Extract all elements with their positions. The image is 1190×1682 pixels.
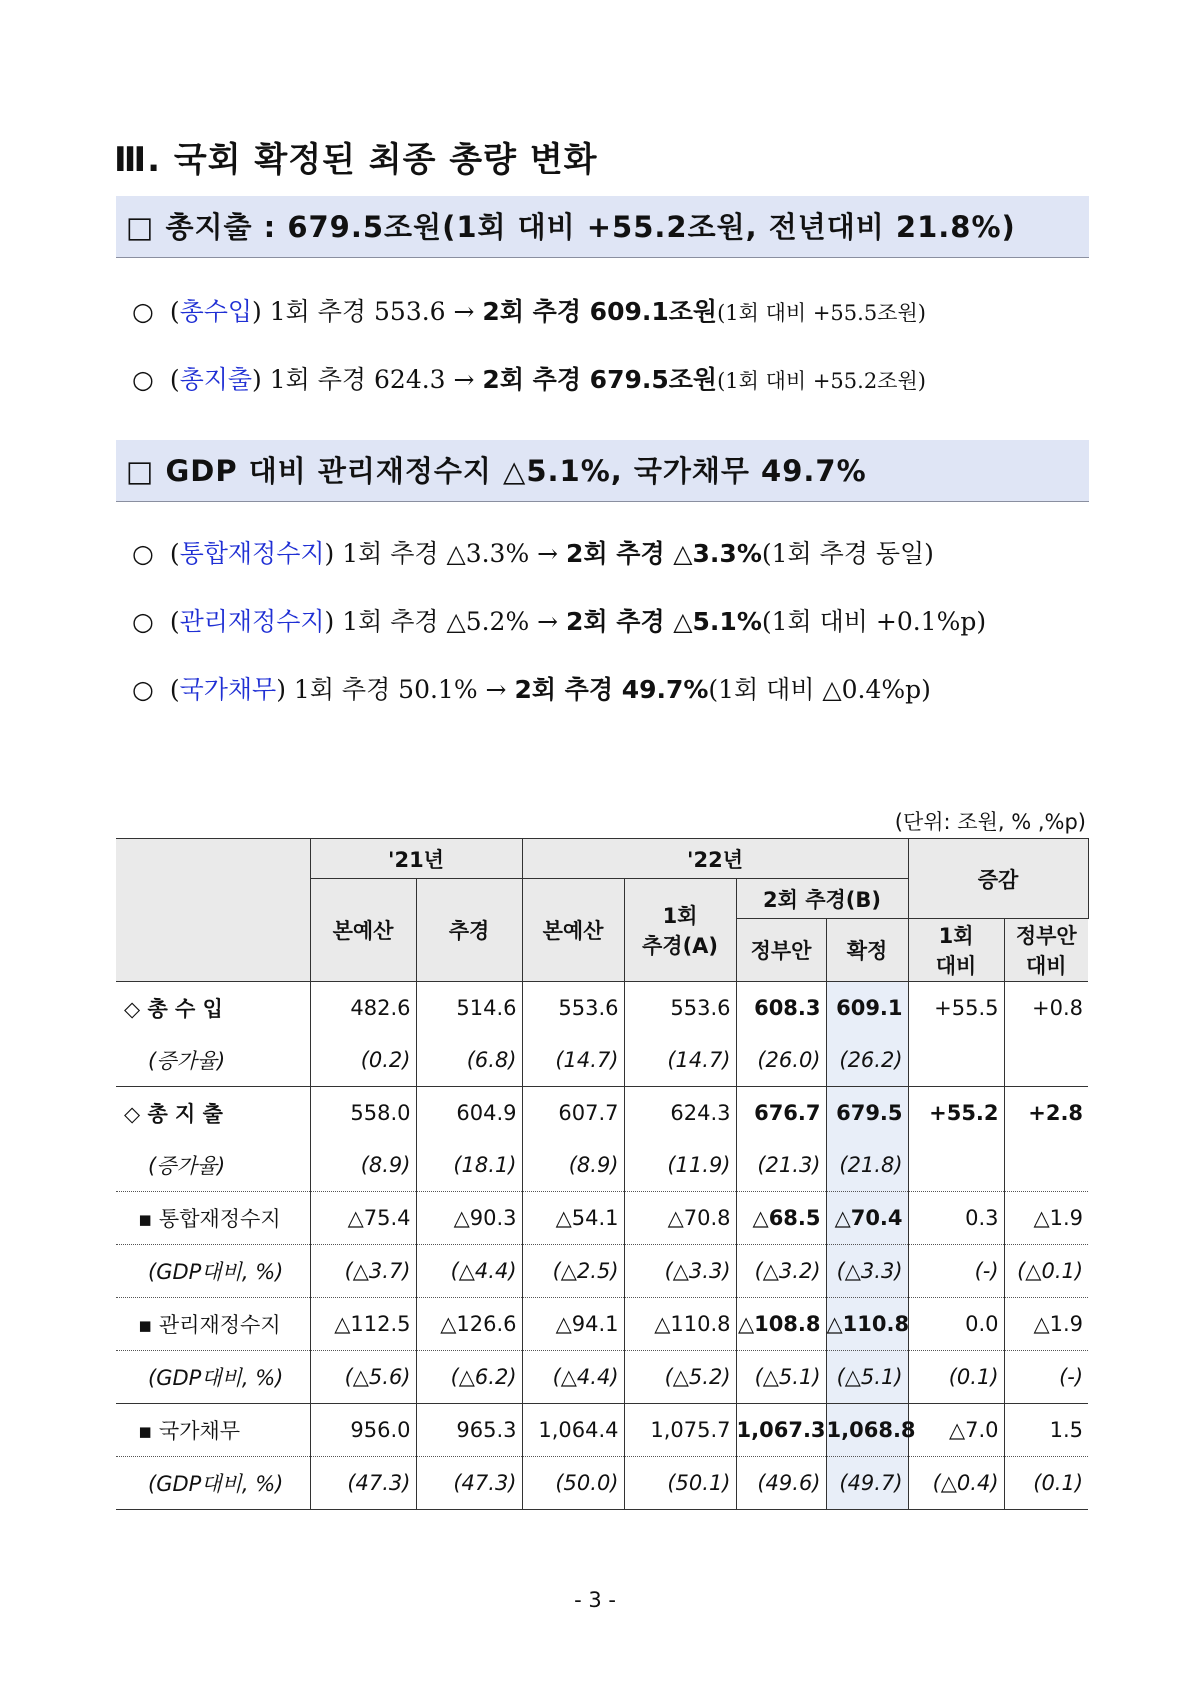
table-cell: (-) (908, 1245, 1004, 1298)
table-cell: (-) (1004, 1351, 1088, 1404)
table-cell: 607.7 (522, 1087, 624, 1140)
table-cell: (△5.6) (310, 1351, 416, 1404)
table-cell: △110.8 (826, 1298, 908, 1351)
table-cell: 965.3 (416, 1404, 522, 1457)
table-cell: (47.3) (310, 1457, 416, 1510)
table-cell: 482.6 (310, 982, 416, 1035)
header-gov-draft: 정부안 (736, 919, 826, 982)
page-number: - 3 - (574, 1588, 616, 1612)
table-cell: (0.1) (1004, 1457, 1088, 1510)
table-cell: (11.9) (624, 1139, 736, 1192)
bullet-key: 총지출 (179, 365, 253, 394)
header-vs-supp1: 1회 대비 (908, 919, 1004, 982)
header-budget-2021: 본예산 (310, 879, 416, 982)
row-label: (증가율) (116, 1139, 310, 1192)
table-cell (908, 1139, 1004, 1192)
bullet-key: 통합재정수지 (179, 539, 325, 568)
table-cell: 956.0 (310, 1404, 416, 1457)
table-cell: (14.7) (624, 1034, 736, 1087)
table-cell: (47.3) (416, 1457, 522, 1510)
table-cell: △110.8 (624, 1298, 736, 1351)
table-cell: (50.0) (522, 1457, 624, 1510)
table-row (116, 1404, 1088, 1457)
header-change: 증감 (908, 839, 1088, 919)
table-cell: (49.7) (826, 1457, 908, 1510)
bullet-key: 총수입 (179, 297, 253, 326)
table-cell: △1.9 (1004, 1298, 1088, 1351)
row-label: (GDP대비, %) (116, 1457, 310, 1510)
table-cell: (△6.2) (416, 1351, 522, 1404)
table-cell: △70.8 (624, 1192, 736, 1245)
table-cell: 624.3 (624, 1087, 736, 1140)
table-cell: 1,067.3 (736, 1404, 826, 1457)
table-cell: (18.1) (416, 1139, 522, 1192)
table-cell: (△4.4) (416, 1245, 522, 1298)
header-2021: '21년 (310, 839, 522, 879)
table-row (116, 1298, 1088, 1351)
table-cell: (△0.1) (1004, 1245, 1088, 1298)
table-cell: 1,068.8 (826, 1404, 908, 1457)
table-cell: (6.8) (416, 1034, 522, 1087)
header-blank (116, 839, 310, 982)
table-cell: 676.7 (736, 1087, 826, 1140)
table-cell: +2.8 (1004, 1087, 1088, 1140)
header-budget-2022: 본예산 (522, 879, 624, 982)
table-row (116, 982, 1088, 1035)
table-row (116, 1139, 1088, 1192)
table-cell: △108.8 (736, 1298, 826, 1351)
row-label: ◇ 총 지 출 (116, 1087, 310, 1140)
table-cell: (△0.4) (908, 1457, 1004, 1510)
row-label: (GDP대비, %) (116, 1351, 310, 1404)
bullet-mark: ○ (132, 297, 154, 326)
bullet-consolidated-balance: ○ (통합재정수지) 1회 추경 △3.3% → 2회 추경 △3.3%(1회 추경 동일) (132, 539, 934, 568)
header-2022: '22년 (522, 839, 908, 879)
section-title: Ⅲ. 국회 확정된 최종 총량 변화 (114, 140, 598, 180)
table-cell: (△5.2) (624, 1351, 736, 1404)
table-cell: (△4.4) (522, 1351, 624, 1404)
bullet-total-expenditure: ○ (총지출) 1회 추경 624.3 → 2회 추경 679.5조원(1회 대비 +55.2조원) (132, 365, 926, 394)
heading-fiscal-balance: □ GDP 대비 관리재정수지 △5.1%, 국가채무 49.7% (116, 440, 1089, 502)
row-label: ▪ 국가채무 (116, 1404, 310, 1457)
table-cell: (0.2) (310, 1034, 416, 1087)
table-cell: (49.6) (736, 1457, 826, 1510)
table-cell: △112.5 (310, 1298, 416, 1351)
row-label: (증가율) (116, 1034, 310, 1087)
bullet-managed-balance: ○ (관리재정수지) 1회 추경 △5.2% → 2회 추경 △5.1%(1회 대비 +0.1%p) (132, 607, 987, 636)
table-cell: (8.9) (310, 1139, 416, 1192)
table-cell: 679.5 (826, 1087, 908, 1140)
heading-total-expenditure: □ 총지출 : 679.5조원(1회 대비 +55.2조원, 전년대비 21.8%) (116, 196, 1089, 258)
fiscal-summary-table (116, 838, 1089, 1510)
table-cell: △94.1 (522, 1298, 624, 1351)
table-cell: +0.8 (1004, 982, 1088, 1035)
bullet-mark: ○ (132, 365, 154, 394)
table-cell: (△3.7) (310, 1245, 416, 1298)
table-row (116, 1245, 1088, 1298)
table-cell: (△3.3) (624, 1245, 736, 1298)
table-row (116, 1087, 1088, 1140)
header-vs-gov: 정부안 대비 (1004, 919, 1088, 982)
row-label: ▪ 관리재정수지 (116, 1298, 310, 1351)
table-cell: +55.5 (908, 982, 1004, 1035)
table-cell: △54.1 (522, 1192, 624, 1245)
table-cell (1004, 1034, 1088, 1087)
bullet-total-revenue: ○ (총수입) 1회 추경 553.6 → 2회 추경 609.1조원(1회 대비 +55.5조원) (132, 297, 926, 326)
table-cell (908, 1034, 1004, 1087)
bullet-key: 국가채무 (179, 675, 277, 704)
header-supp2: 2회 추경(B) (736, 879, 908, 919)
row-label: (GDP대비, %) (116, 1245, 310, 1298)
unit-label: (단위: 조원, % ,%p) (894, 810, 1086, 834)
table-cell: △68.5 (736, 1192, 826, 1245)
table-cell: △75.4 (310, 1192, 416, 1245)
table-cell: (△5.1) (826, 1351, 908, 1404)
header-supp1: 1회 추경(A) (624, 879, 736, 982)
table-cell: (50.1) (624, 1457, 736, 1510)
table-cell: 604.9 (416, 1087, 522, 1140)
table-cell: 553.6 (522, 982, 624, 1035)
table-cell: (21.8) (826, 1139, 908, 1192)
table-cell: (21.3) (736, 1139, 826, 1192)
table-cell: 0.0 (908, 1298, 1004, 1351)
table-cell: (14.7) (522, 1034, 624, 1087)
table-cell: 1,064.4 (522, 1404, 624, 1457)
table-row (116, 1457, 1088, 1510)
table-cell: △70.4 (826, 1192, 908, 1245)
table-cell: 1.5 (1004, 1404, 1088, 1457)
bullet-key: 관리재정수지 (179, 607, 325, 636)
table-cell: (26.2) (826, 1034, 908, 1087)
table-cell: (26.0) (736, 1034, 826, 1087)
table-cell (1004, 1139, 1088, 1192)
table-cell: +55.2 (908, 1087, 1004, 1140)
table-cell: (△5.1) (736, 1351, 826, 1404)
table-cell: 1,075.7 (624, 1404, 736, 1457)
row-label: ▪ 통합재정수지 (116, 1192, 310, 1245)
table-cell: △126.6 (416, 1298, 522, 1351)
table-cell: (0.1) (908, 1351, 1004, 1404)
table-row (116, 1351, 1088, 1404)
table-row (116, 1034, 1088, 1087)
table-cell: △90.3 (416, 1192, 522, 1245)
table-cell: 553.6 (624, 982, 736, 1035)
table-cell: (△3.3) (826, 1245, 908, 1298)
row-label: ◇ 총 수 입 (116, 982, 310, 1035)
table-cell: 558.0 (310, 1087, 416, 1140)
table-cell: (△3.2) (736, 1245, 826, 1298)
header-final: 확정 (826, 919, 908, 982)
table-cell: 514.6 (416, 982, 522, 1035)
table-cell: (△2.5) (522, 1245, 624, 1298)
table-cell: △7.0 (908, 1404, 1004, 1457)
header-supp-2021: 추경 (416, 879, 522, 982)
bullet-national-debt: ○ (국가채무) 1회 추경 50.1% → 2회 추경 49.7%(1회 대비 △0.4%p) (132, 675, 931, 704)
table-cell: △1.9 (1004, 1192, 1088, 1245)
table-cell: 608.3 (736, 982, 826, 1035)
table-cell: (8.9) (522, 1139, 624, 1192)
table-cell: 609.1 (826, 982, 908, 1035)
table-cell: 0.3 (908, 1192, 1004, 1245)
table-row (116, 1192, 1088, 1245)
